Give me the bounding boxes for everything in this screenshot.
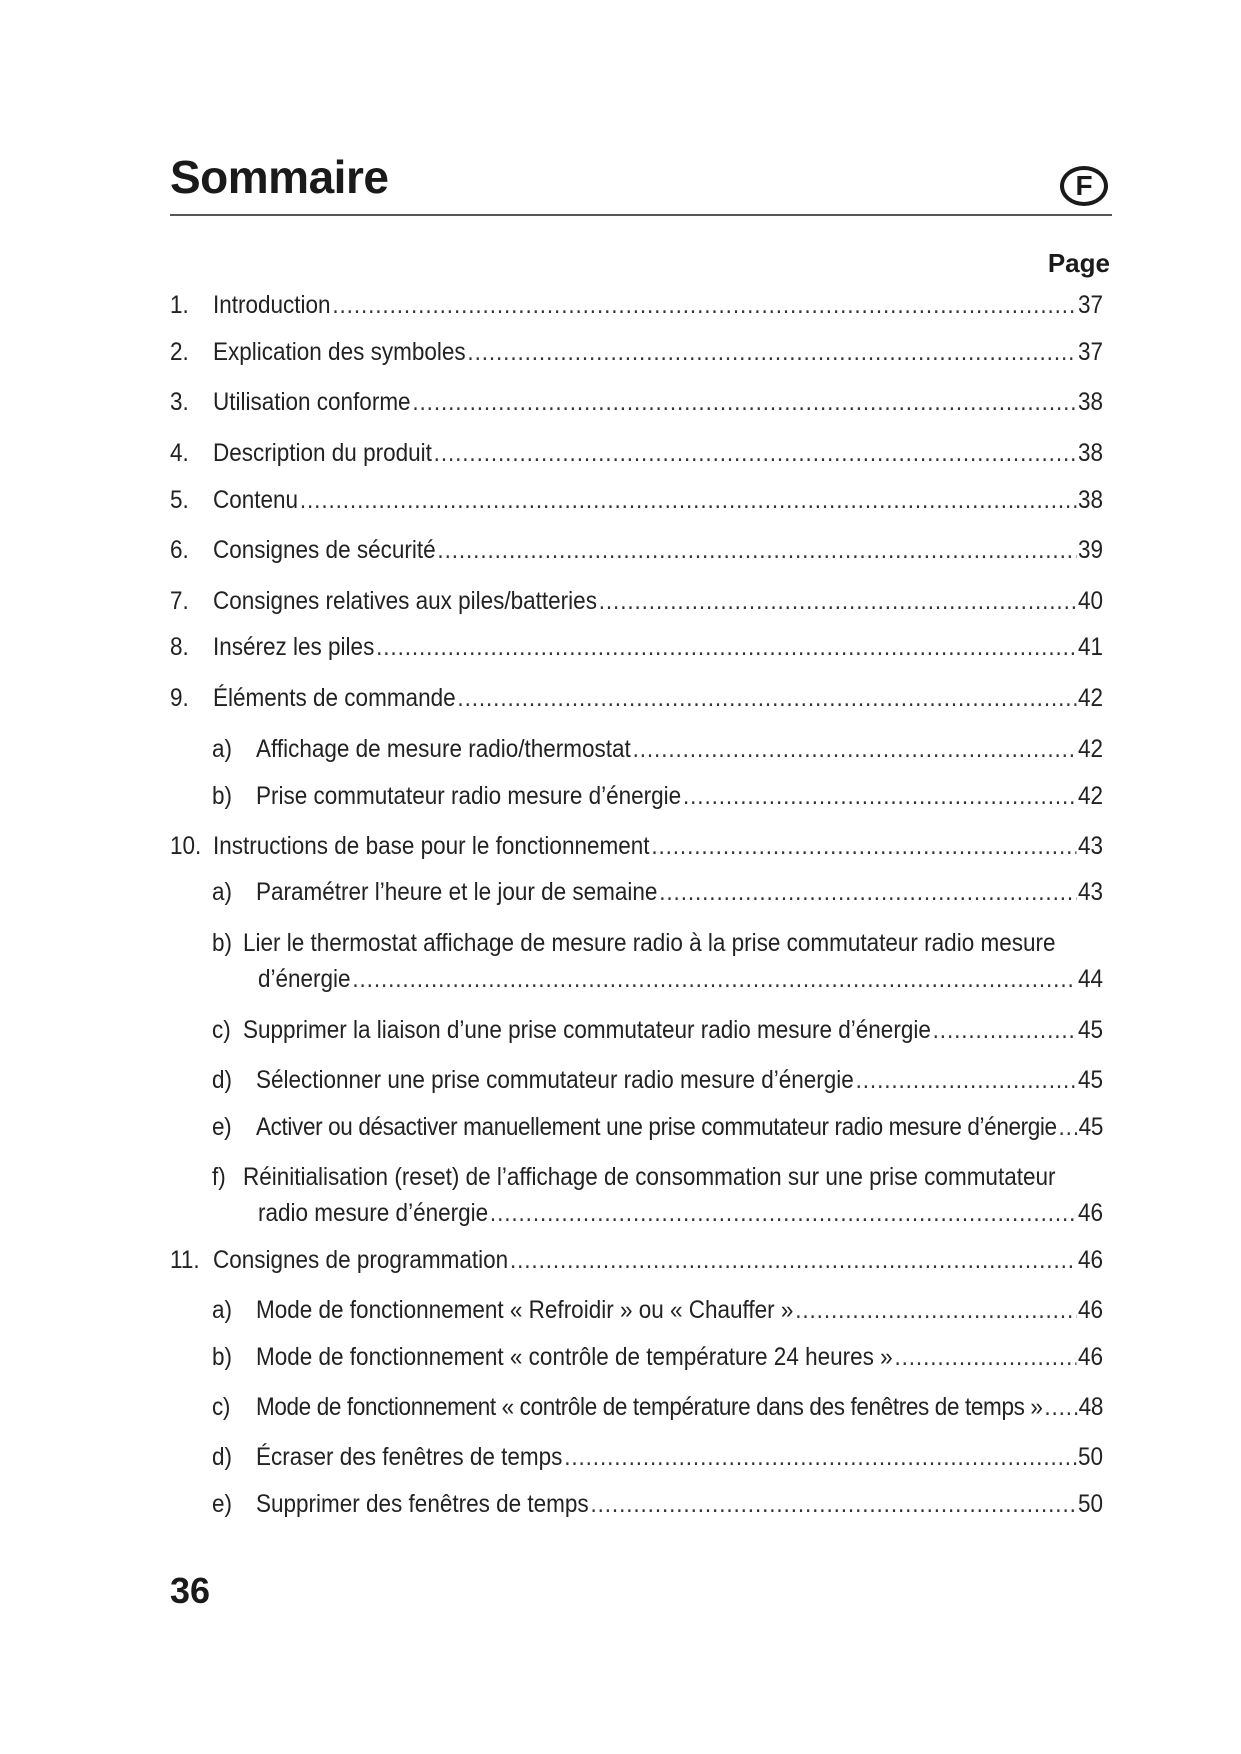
toc-entry-page: 48: [1078, 1393, 1103, 1421]
toc-entry-number: 2.: [169, 338, 189, 366]
dot-leader: [659, 875, 1076, 909]
toc-entry-page: 46: [1077, 1343, 1103, 1371]
toc-entry-number: 5.: [169, 486, 189, 514]
toc-entry-title: Consignes de programmation: [212, 1246, 509, 1274]
toc-entry-page: 38: [1077, 486, 1103, 514]
toc-entry-page: 42: [1077, 684, 1103, 712]
language-badge-icon: F: [1060, 166, 1108, 206]
toc-entry-title: Activer ou désactiver manuellement une prise commutateur radio mesure d’énergie: [255, 1113, 1057, 1141]
toc-entry-number: 8.: [169, 633, 189, 661]
dot-leader: [856, 1063, 1077, 1097]
dot-leader: [599, 584, 1076, 618]
toc-entry-title: Insérez les piles: [212, 633, 375, 661]
dot-leader: [795, 1293, 1076, 1327]
dot-leader: [564, 1440, 1076, 1474]
dot-leader: [412, 385, 1076, 419]
toc-entry-number: b): [211, 929, 233, 957]
toc-entry-page: 42: [1077, 735, 1103, 763]
toc-entry-number: b): [211, 1343, 233, 1371]
toc-entry-page: 40: [1077, 587, 1103, 615]
toc-entry-title: Consignes relatives aux piles/batteries: [212, 587, 597, 615]
toc-entry-title: Affichage de mesure radio/thermostat: [255, 735, 631, 763]
toc-entry-page: 46: [1077, 1199, 1103, 1227]
toc-entry-number: 4.: [169, 439, 189, 467]
toc-entry-number: 9.: [169, 684, 189, 712]
dot-leader: [683, 779, 1076, 813]
toc-entry-page: 45: [1077, 1066, 1103, 1094]
page-column-header: Page: [1047, 248, 1110, 278]
toc-entry-number: a): [211, 878, 233, 906]
dot-leader: [300, 483, 1076, 517]
toc-entry-title: Lier le thermostat affichage de mesure radio à la prise commutateur radio mesure: [243, 929, 1056, 957]
dot-leader: [332, 288, 1076, 322]
toc-entry-page: 38: [1077, 388, 1103, 416]
toc-entry-page: 45: [1078, 1113, 1103, 1141]
toc-entry-title: Supprimer des fenêtres de temps: [255, 1490, 589, 1518]
toc-entry-page: 43: [1077, 832, 1103, 860]
toc-entry-number: a): [211, 1296, 233, 1324]
toc-entry-number: 6.: [169, 536, 189, 564]
toc-entry-page: 46: [1077, 1246, 1103, 1274]
toc-entry-title: Éléments de commande: [212, 684, 456, 712]
toc-entry-page: 45: [1077, 1016, 1103, 1044]
dot-leader: [490, 1196, 1076, 1230]
toc-entry-number: 3.: [169, 388, 189, 416]
toc-entry-title: Mode de fonctionnement « contrôle de température 24 heures »: [255, 1343, 893, 1371]
toc-entry-page: 41: [1077, 633, 1103, 661]
toc-entry-title: Paramétrer l’heure et le jour de semaine: [255, 878, 658, 906]
toc-entry-number: e): [211, 1113, 232, 1141]
toc-entry-number: a): [211, 735, 233, 763]
toc-entry-title: Contenu: [212, 486, 299, 514]
toc-entry-title: Description du produit: [212, 439, 432, 467]
toc-entry-title: d’énergie: [257, 965, 351, 993]
dot-leader: [510, 1243, 1076, 1277]
toc-entry-title: Instructions de base pour le fonctionnement: [212, 832, 650, 860]
dot-leader: [894, 1340, 1076, 1374]
toc-entry-title: Utilisation conforme: [212, 388, 411, 416]
toc-entry-title: Explication des symboles: [212, 338, 466, 366]
toc-entry-number: c): [211, 1016, 231, 1044]
toc-entry-number: e): [211, 1490, 233, 1518]
toc-entry-page: 38: [1077, 439, 1103, 467]
dot-leader: [457, 681, 1076, 715]
toc-entry-title: Mode de fonctionnement « contrôle de température dans des fenêtres de temps »: [255, 1393, 1043, 1421]
toc-entry-page: 43: [1077, 878, 1103, 906]
page-title: Sommaire: [170, 151, 389, 203]
toc-entry-page: 39: [1077, 536, 1103, 564]
dot-leader: [633, 732, 1077, 766]
dot-leader: [376, 630, 1076, 664]
toc-entry-number: 7.: [169, 587, 189, 615]
toc-entry-page: 37: [1077, 338, 1103, 366]
dot-leader: [1044, 1390, 1077, 1424]
toc-entry-title: Consignes de sécurité: [212, 536, 436, 564]
toc-entry-title: Écraser des fenêtres de temps: [255, 1443, 563, 1471]
toc-entry-number: c): [211, 1393, 231, 1421]
toc-entry-page: 37: [1077, 291, 1103, 319]
toc-entry-number: f): [211, 1163, 226, 1191]
dot-leader: [590, 1487, 1076, 1521]
toc-entry-page: 50: [1077, 1443, 1103, 1471]
toc-entry-title: Sélectionner une prise commutateur radio mesure d’énergie: [255, 1066, 854, 1094]
dot-leader: [352, 962, 1076, 996]
toc-entry-number: d): [211, 1066, 233, 1094]
dot-leader: [1059, 1110, 1077, 1144]
toc-entry-number: 11.: [169, 1246, 200, 1274]
dot-leader: [437, 533, 1076, 567]
toc-entry-number: d): [211, 1443, 233, 1471]
toc-entry-page: 42: [1077, 782, 1103, 810]
toc-entry-page: 46: [1077, 1296, 1103, 1324]
dot-leader: [651, 829, 1076, 863]
dot-leader: [933, 1013, 1077, 1047]
dot-leader: [434, 436, 1076, 470]
toc-entry-title: Mode de fonctionnement « Refroidir » ou « Chauffer »: [255, 1296, 794, 1324]
toc-entry-title: Réinitialisation (reset) de l’affichage de consommation sur une prise commutateur: [243, 1163, 1056, 1191]
page-number: 36: [170, 1570, 211, 1611]
toc-entry-title: Prise commutateur radio mesure d’énergie: [255, 782, 682, 810]
toc-entry-title: radio mesure d’énergie: [257, 1199, 489, 1227]
header-divider: [170, 214, 1112, 216]
toc-entry-title: Supprimer la liaison d’une prise commutateur radio mesure d’énergie: [243, 1016, 931, 1044]
toc-entry-number: 10.: [169, 832, 202, 860]
toc-entry-number: 1.: [169, 291, 189, 319]
toc-entry-page: 50: [1077, 1490, 1103, 1518]
toc-entry-number: b): [211, 782, 233, 810]
toc-entry-title: Introduction: [212, 291, 331, 319]
toc-entry-page: 44: [1077, 965, 1103, 993]
dot-leader: [467, 335, 1076, 369]
